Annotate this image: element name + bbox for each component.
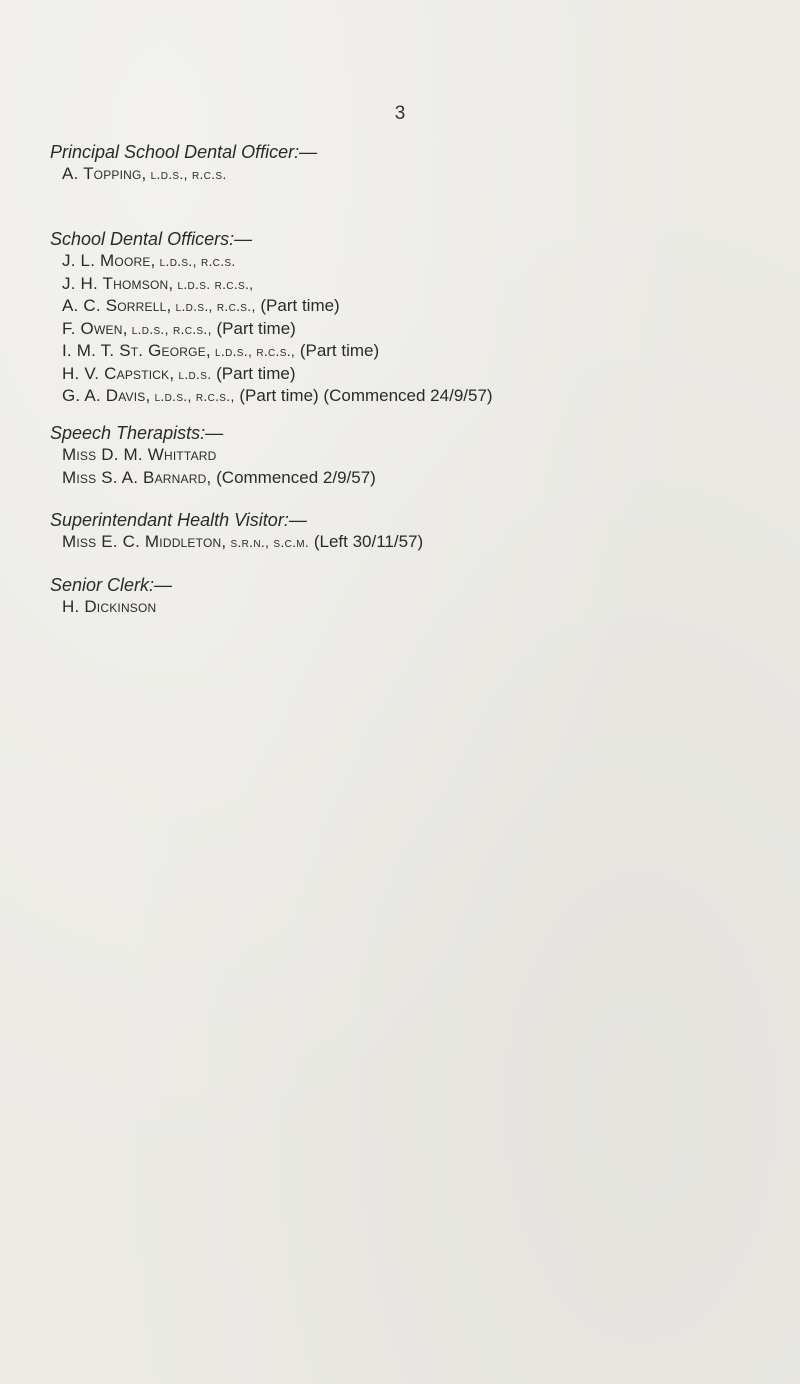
staff-entry	[62, 273, 770, 296]
staff-entry	[62, 163, 770, 186]
staff-note: (Left 30/11/57)	[309, 532, 424, 551]
staff-entry	[62, 250, 770, 273]
staff-name: I. M. T. St. George,	[62, 341, 211, 360]
section-speech-therapists	[50, 422, 770, 489]
staff-entry	[62, 318, 770, 341]
staff-entry	[62, 531, 770, 554]
staff-name: A. Topping,	[62, 164, 147, 183]
staff-note: (Part time)	[211, 363, 296, 383]
section-heading: Principal School Dental Officer:—	[50, 142, 318, 162]
staff-entry	[62, 295, 770, 318]
staff-note: (Part time)	[211, 318, 296, 338]
section-heading: Superintendant Health Visitor:—	[50, 510, 307, 530]
staff-name: G. A. Davis,	[62, 386, 151, 405]
staff-entry	[62, 363, 770, 386]
staff-qualifications: l.d.s., r.c.s.	[146, 166, 227, 182]
staff-list	[50, 250, 770, 408]
staff-name: J. H. Thomson,	[62, 273, 174, 293]
staff-qualifications: l.d.s.	[174, 365, 212, 382]
staff-name: Miss E. C. Middleton,	[62, 532, 227, 551]
staff-list	[50, 444, 770, 489]
section-principal-school-dental-officer	[50, 141, 770, 186]
staff-qualifications: s.r.n., s.c.m.	[226, 534, 310, 550]
staff-note: (Commenced 2/9/57)	[211, 467, 376, 487]
staff-name: H. V. Capstick,	[62, 363, 175, 383]
section-senior-clerk	[50, 574, 770, 619]
section-heading: Senior Clerk:—	[50, 575, 173, 595]
staff-name: H. Dickinson	[62, 597, 157, 616]
staff-list	[50, 531, 770, 554]
section-heading: School Dental Officers:—	[50, 229, 253, 249]
staff-entry	[62, 385, 770, 408]
staff-name: J. L. Moore,	[62, 251, 156, 270]
staff-list	[50, 163, 770, 186]
staff-name: A. C. Sorrell,	[62, 296, 172, 315]
staff-qualifications: l.d.s., r.c.s.,	[210, 343, 296, 359]
section-school-dental-officers	[50, 228, 770, 408]
staff-note: (Part time)	[255, 296, 340, 315]
staff-qualifications: l.d.s., r.c.s.,	[171, 298, 256, 314]
staff-qualifications: l.d.s., r.c.s.	[155, 253, 236, 269]
section-heading: Speech Therapists:—	[50, 423, 224, 443]
staff-qualifications: l.d.s., r.c.s.,	[150, 388, 235, 404]
staff-note: (Part time)	[295, 341, 380, 360]
staff-qualifications: l.d.s., r.c.s.,	[127, 320, 212, 337]
staff-list	[50, 596, 770, 619]
staff-name: F. Owen,	[62, 318, 128, 338]
staff-entry	[62, 340, 770, 363]
staff-entry	[62, 467, 770, 490]
staff-entry	[62, 596, 770, 619]
section-superintendant-health-visitor	[50, 509, 770, 554]
staff-qualifications: l.d.s. r.c.s.,	[173, 275, 254, 292]
page-number: 3	[394, 103, 406, 124]
staff-name: Miss S. A. Barnard,	[62, 467, 212, 487]
staff-name: Miss D. M. Whittard	[62, 445, 217, 464]
staff-entry	[62, 444, 770, 467]
staff-note: (Part time) (Commenced 24/9/57)	[234, 386, 493, 405]
